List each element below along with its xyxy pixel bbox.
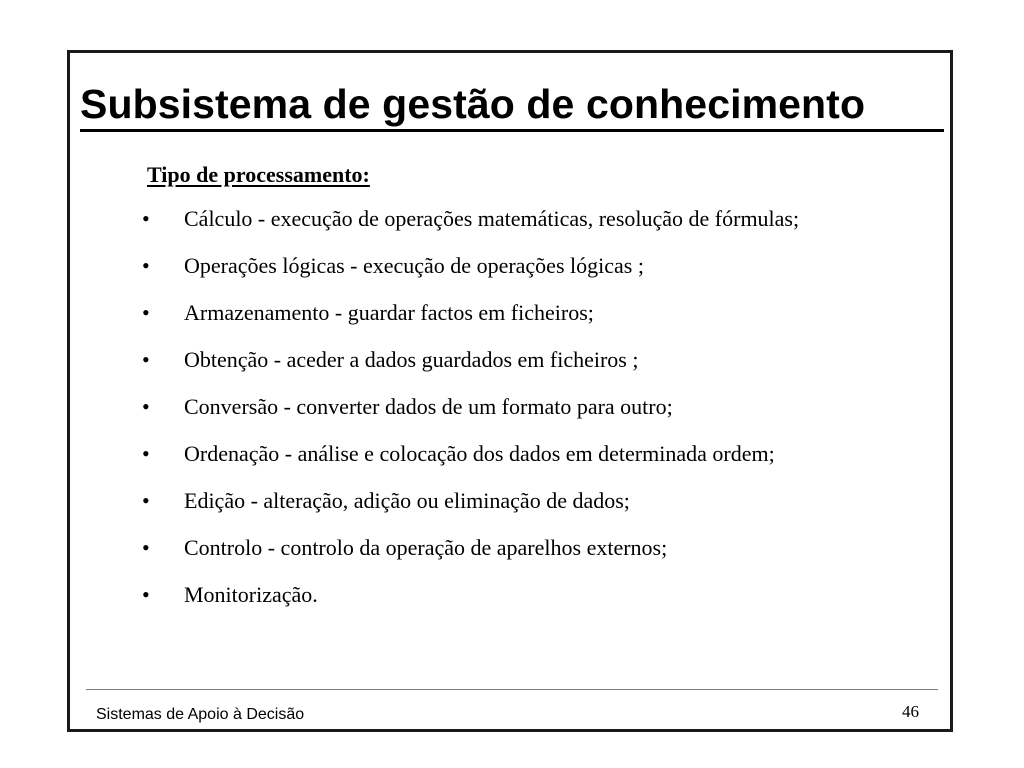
bullet-list bbox=[140, 204, 886, 627]
bullet-icon: • bbox=[142, 488, 150, 513]
footer-divider bbox=[86, 689, 938, 690]
list-item-text: Operações lógicas - execução de operações lógicas ; bbox=[184, 253, 644, 278]
list-item bbox=[140, 439, 886, 468]
list-item bbox=[140, 533, 886, 562]
bullet-icon: • bbox=[142, 253, 150, 278]
list-item bbox=[140, 251, 886, 280]
list-item bbox=[140, 486, 886, 515]
list-item bbox=[140, 392, 886, 421]
list-item-text: Controlo - controlo da operação de aparelhos externos; bbox=[184, 535, 668, 560]
list-item-text: Conversão - converter dados de um formato para outro; bbox=[184, 394, 673, 419]
list-item bbox=[140, 345, 886, 374]
list-item bbox=[140, 298, 886, 327]
bullet-icon: • bbox=[142, 582, 150, 607]
bullet-icon: • bbox=[142, 206, 150, 231]
list-item-text: Cálculo - execução de operações matemáticas, resolução de fórmulas; bbox=[184, 206, 800, 231]
list-item-text: Ordenação - análise e colocação dos dados em determinada ordem; bbox=[184, 441, 775, 466]
list-item-text: Edição - alteração, adição ou eliminação de dados; bbox=[184, 488, 630, 513]
bullet-icon: • bbox=[142, 347, 150, 372]
bullet-icon: • bbox=[142, 441, 150, 466]
bullet-icon: • bbox=[142, 394, 150, 419]
footer-course-name: Sistemas de Apoio à Decisão bbox=[96, 706, 305, 723]
bullet-icon: • bbox=[142, 535, 150, 560]
list-item bbox=[140, 204, 886, 233]
title-underline bbox=[80, 129, 944, 132]
slide-title: Subsistema de gestão de conhecimento bbox=[80, 81, 866, 127]
list-item-text: Obtenção - aceder a dados guardados em ficheiros ; bbox=[184, 347, 639, 372]
list-item bbox=[140, 580, 886, 609]
section-subheading: Tipo de processamento: bbox=[147, 162, 370, 187]
list-item-text: Monitorização. bbox=[184, 582, 318, 607]
page-number: 46 bbox=[902, 702, 919, 721]
list-item-text: Armazenamento - guardar factos em ficheiros; bbox=[184, 300, 594, 325]
bullet-icon: • bbox=[142, 300, 150, 325]
